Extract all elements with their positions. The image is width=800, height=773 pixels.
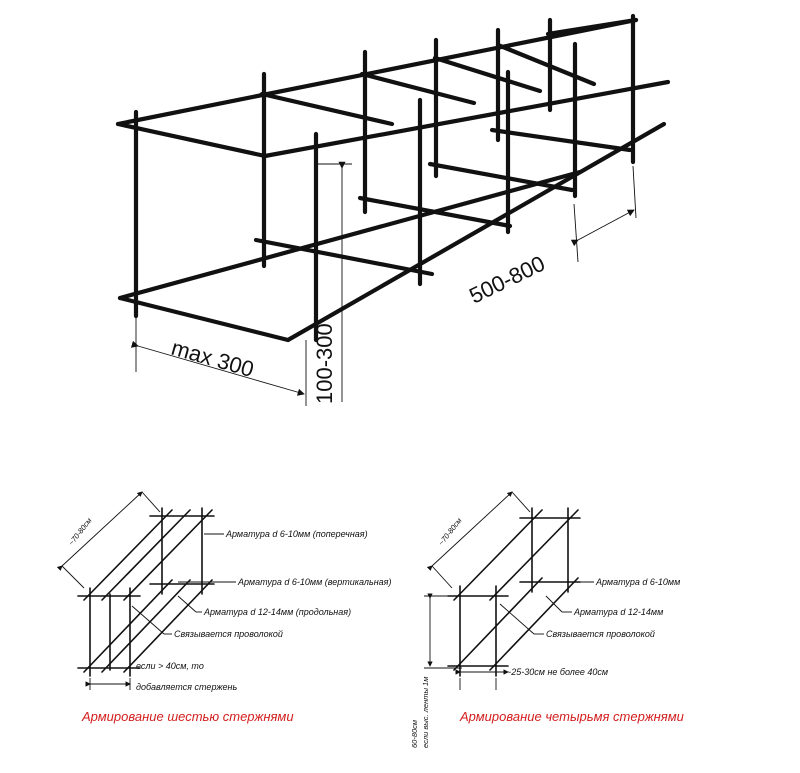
six-rod-scheme (62, 492, 392, 724)
six-label-tie: Связывается проволокой (174, 629, 283, 639)
four-label-large: Арматура d 12-14мм (574, 607, 664, 617)
six-long-5 (124, 580, 212, 672)
dim-height-label: 100-300 (312, 323, 337, 404)
four-width-label: ~25-30см не более 40см (506, 667, 609, 677)
six-note-line1: если > 40см, то (136, 661, 204, 671)
dim-spacing-ext-left (574, 204, 578, 262)
four-diag-dim-label: ~70-80см (436, 516, 464, 548)
four-long-1 (454, 510, 542, 600)
four-diag-dim-ext-1 (432, 566, 452, 588)
six-diag-dim-line (62, 492, 142, 566)
top-transverse-2 (262, 94, 392, 124)
bottom-transverse-5 (492, 130, 630, 150)
bottom-transverse-2 (256, 240, 432, 274)
six-leader-tie-a (132, 606, 164, 634)
bottom-transverse-4 (430, 164, 572, 190)
bottom-transverse-3 (360, 198, 510, 226)
bottom-transverse-1 (120, 298, 288, 340)
four-label-tie: Связывается проволокой (546, 629, 655, 639)
four-long-4 (490, 578, 578, 670)
top-transverse-5 (498, 45, 594, 84)
dim-spacing-label: 500-800 (465, 250, 549, 309)
six-long-3 (102, 510, 190, 600)
four-rod-caption: Армирование четырьмя стержнями (460, 709, 684, 724)
four-rod-scheme (410, 492, 684, 748)
top-transverse-6 (548, 20, 636, 34)
four-diag-dim-ext-2 (512, 492, 530, 512)
six-long-6 (102, 580, 190, 672)
four-leader-tie-a (500, 604, 534, 634)
six-long-2 (124, 510, 212, 600)
four-label-small: Арматура d 6-10мм (596, 577, 681, 587)
top-transverse-1 (118, 124, 265, 156)
six-label-transverse: Арматура d 6-10мм (поперечная) (226, 529, 368, 539)
six-diag-dim-ext-2 (142, 492, 160, 512)
six-long-1 (84, 510, 172, 600)
rebar-cage-3d (118, 16, 668, 340)
six-rod-caption: Армирование шестью стержнями (82, 709, 294, 724)
dim-width (136, 318, 306, 406)
six-label-vertical: Арматура d 6-10мм (вертикальная) (238, 577, 392, 587)
six-diag-dim-ext-1 (62, 566, 84, 588)
top-left-rod (118, 20, 636, 124)
four-vert-label-2: если выс. ленты 1м (421, 676, 430, 748)
six-note-line2: добавляется стержень (136, 682, 238, 692)
dim-width-label: max 300 (168, 334, 257, 383)
six-diag-dim-label: ~70-80см (66, 516, 94, 548)
top-transverse-4 (435, 58, 540, 91)
six-long-4 (84, 580, 172, 672)
dim-spacing-line (578, 210, 634, 240)
four-vert-label-1: 60-80см (410, 719, 419, 748)
top-transverse-3 (362, 74, 474, 103)
four-diag-dim-line (432, 492, 512, 566)
six-label-longitudinal: Арматура d 12-14мм (продольная) (204, 607, 352, 617)
